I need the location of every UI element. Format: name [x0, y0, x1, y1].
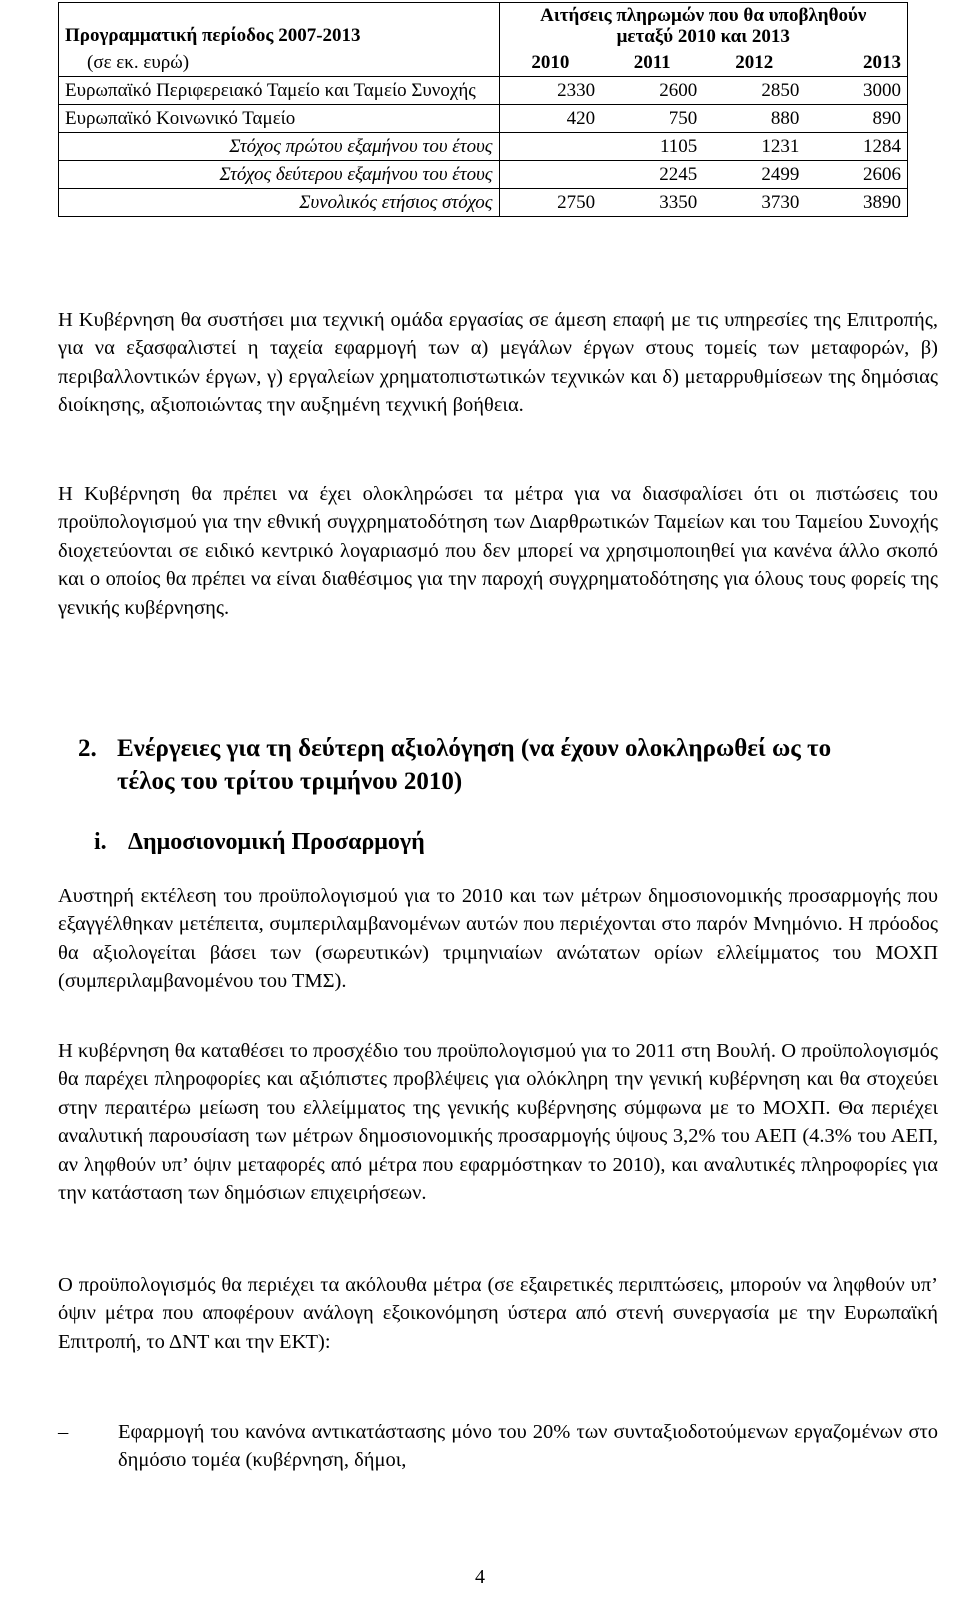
table-header-requests: Αιτήσεις πληρωμών που θα υποβληθούν μεταξύ 2010 και 2013	[499, 3, 907, 50]
paragraph-budget-2011: Η κυβέρνηση θα καταθέσει το προσχέδιο του προϋπολογισμού για το 2011 στη Βουλή. Ο προϋπολογισμός θα παρέχει πληροφορίες και αξιόπιστες προβλέψεις για ολόκληρη την γενική κυβέρνηση και θα στοχεύει στην περαιτέρω μείωση του ελλείμματος της γενικής κυβέρνησης σύμφωνα με το ΜΟΧΠ. Θα περιέχει αναλυτική παρουσίαση των μέτρων δημοσιονομικής προσαρμογής ύψους 3,2% του ΑΕΠ (4.3% του ΑΕΠ, αν ληφθούν υπ’ όψιν μεταφορές από μέτρα που εφαρμόστηκαν το 2010), και αναλυτικές πληροφορίες για την κατάσταση των δημόσιων επιχειρήσεων.	[58, 1040, 938, 1205]
list-item	[58, 1418, 938, 1478]
table-unit: (σε εκ. ευρώ)	[59, 49, 500, 77]
cell: 2499	[703, 161, 805, 189]
cell: 1105	[601, 133, 703, 161]
cell: 1284	[805, 133, 907, 161]
subsection-heading-text: Δημοσιονομική Προσαρμογή	[128, 829, 425, 855]
cell: 3890	[805, 189, 907, 217]
paragraph-cofinancing-account: Η Κυβέρνηση θα πρέπει να έχει ολοκληρώσει τα μέτρα για να διασφαλίσει ότι οι πιστώσεις του προϋπολογισμού για την εθνική συγχρηματοδότηση των Διαρθρωτικών Ταμείων και του Ταμείου Συνοχής διοχετεύονται σε ειδικό κεντρικό λογαριασμό που δεν μπορεί να χρησιμοποιηθεί για κανένα άλλο σκοπό και ο οποίος θα πρέπει να είναι διαθέσιμος για την παροχή συγχρηματοδότησης για όλους τους φορείς της γενικής κυβέρνησης.	[58, 483, 938, 619]
row-label: Συνολικός ετήσιος στόχος	[59, 189, 500, 217]
table-row	[59, 189, 908, 217]
cell: 2606	[805, 161, 907, 189]
cell: 3350	[601, 189, 703, 217]
table-year: 2010	[499, 49, 601, 77]
row-label: Ευρωπαϊκό Κοινωνικό Ταμείο	[59, 105, 500, 133]
paragraph-budget-execution: Αυστηρή εκτέλεση του προϋπολογισμού για το 2010 και των μέτρων δημοσιονομικής προσαρμογής που εξαγγέλθηκαν μετέπειτα, συμπεριλαμβανομένων αυτών που περιέχονται στο παρόν Μνημόνιο. Η πρόοδος θα αξιολογείται βάσει των (σωρευτικών) τριμηνιαίων ανώτατων ορίων ελλείμματος του ΜΟΧΠ (συμπεριλαμβανομένου του ΤΜΣ).	[58, 885, 938, 993]
paragraph-budget-measures: Ο προϋπολογισμός θα περιέχει τα ακόλουθα μέτρα (σε εξαιρετικές περιπτώσεις, μπορούν να ληφθούν υπ’ όψιν μέτρα που αποφέρουν ανάλογη εξοικονόμηση ύστερα από στενή συνεργασία με την Ευρωπαϊκή Επιτροπή, το ΔΝΤ και την ΕΚΤ):	[58, 1274, 938, 1353]
cell: 750	[601, 105, 703, 133]
row-label: Ευρωπαϊκό Περιφερειακό Ταμείο και Ταμείο Συνοχής	[59, 77, 500, 105]
section-heading-line2: τέλος του τρίτου τριμήνου 2010)	[117, 768, 463, 795]
cell	[499, 161, 601, 189]
table-header-row	[59, 3, 908, 50]
table-year: 2013	[805, 49, 907, 77]
table-row	[59, 77, 908, 105]
cell: 3000	[805, 77, 907, 105]
row-label: Στόχος πρώτου εξαμήνου του έτους	[59, 133, 500, 161]
cell: 2245	[601, 161, 703, 189]
cell: 3730	[703, 189, 805, 217]
list-item-text: Εφαρμογή του κανόνα αντικατάστασης μόνο του 20% των συνταξιοδοτούμενων εργαζομένων στο δημόσιο τομέα (κυβέρνηση, δήμοι,	[118, 1421, 938, 1472]
table-years-row	[59, 49, 908, 77]
payments-table	[58, 2, 908, 217]
cell: 1231	[703, 133, 805, 161]
page-number: 4	[475, 1566, 485, 1588]
table-year: 2012	[703, 49, 805, 77]
cell: 420	[499, 105, 601, 133]
cell: 890	[805, 105, 907, 133]
table-header-period: Προγραμματική περίοδος 2007-2013	[59, 3, 500, 50]
table-year: 2011	[601, 49, 703, 77]
section-heading-line1: Ενέργειες για τη δεύτερη αξιολόγηση (να έχουν ολοκληρωθεί ως το	[117, 735, 832, 762]
cell: 880	[703, 105, 805, 133]
cell: 2750	[499, 189, 601, 217]
section-heading-number: 2.	[78, 735, 97, 762]
table-row	[59, 133, 908, 161]
paragraph-technical-team: Η Κυβέρνηση θα συστήσει μια τεχνική ομάδα εργασίας σε άμεση επαφή με τις υπηρεσίες της Επιτροπής, για να εξασφαλιστεί η ταχεία εφαρμογή των α) μεγάλων έργων στους τομείς των μεταφορών, β) περιβαλλοντικών έργων, γ) εργαλείων χρηματοπιστωτικών τεχνικών και δ) μεταρρυθμίσεων της δημόσιας διοίκησης, αξιοποιώντας την αυξημένη τεχνική βοήθεια.	[58, 309, 938, 417]
cell: 2850	[703, 77, 805, 105]
cell	[499, 133, 601, 161]
dash-bullet: –	[58, 1421, 69, 1443]
subsection-heading-number: i.	[94, 829, 107, 855]
table-row	[59, 161, 908, 189]
cell: 2600	[601, 77, 703, 105]
table-row	[59, 105, 908, 133]
cell: 2330	[499, 77, 601, 105]
row-label: Στόχος δεύτερου εξαμήνου του έτους	[59, 161, 500, 189]
